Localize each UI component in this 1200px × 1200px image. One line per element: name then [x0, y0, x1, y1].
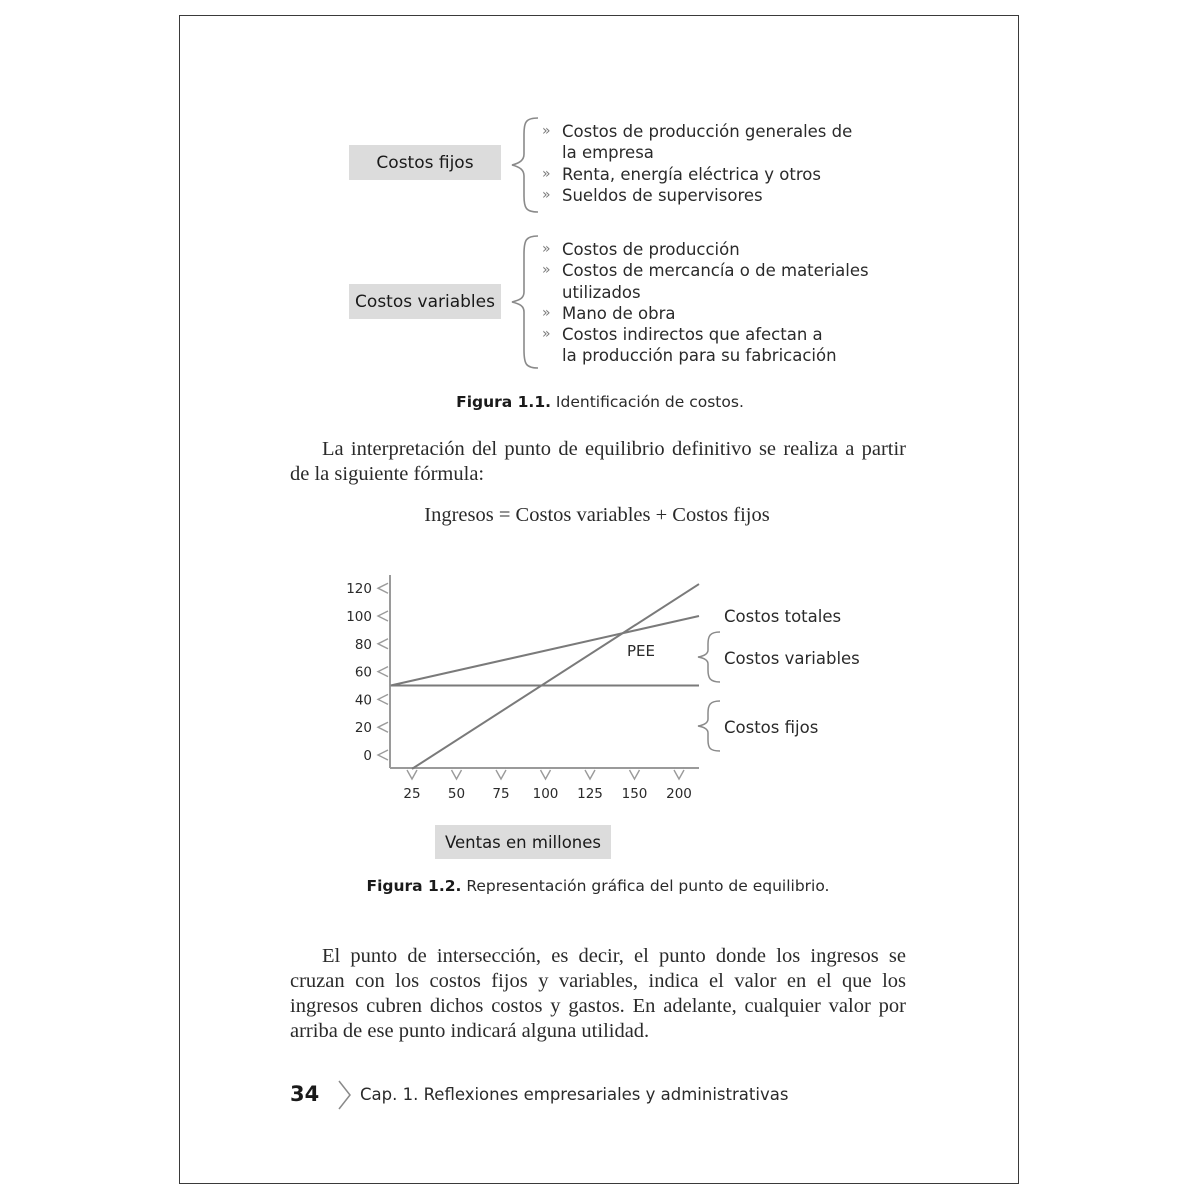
x-tick-mark [496, 770, 506, 779]
chevron-right-icon: » [542, 165, 551, 182]
y-tick-label: 0 [363, 748, 372, 764]
figure-1-2-caption: Figura 1.2. Representación gráfica del punto de equilibrio. [366, 877, 830, 895]
y-tick-mark [378, 750, 388, 760]
chevron-right-icon: » [542, 304, 551, 321]
chevron-right-icon: » [542, 123, 551, 139]
series-ingresos [412, 584, 699, 769]
y-tick-mark [378, 694, 388, 704]
chevron-right-icon: » [542, 262, 551, 279]
list-item: la producción para su fabricación [562, 346, 837, 366]
x-tick-mark [407, 770, 417, 779]
x-tick-label: 200 [666, 786, 692, 802]
x-tick-label: 25 [403, 786, 421, 802]
x-tick-label: 150 [621, 786, 648, 802]
costos-variables-chart-label: Costos variables [724, 649, 860, 668]
y-tick-label: 40 [354, 692, 372, 709]
y-tick-mark [378, 583, 388, 593]
x-tick-mark [630, 770, 640, 779]
costos-fijos-chart-label: Costos fijos [724, 718, 819, 737]
chapter-title: Cap. 1. Reflexiones empresariales y administrativas [360, 1085, 789, 1104]
y-tick-label: 120 [346, 581, 372, 598]
y-tick-mark [378, 639, 388, 649]
costos-totales-label: Costos totales [724, 607, 842, 626]
x-tick-mark [541, 770, 551, 779]
x-tick-mark [585, 770, 595, 779]
chevron-right-icon: » [542, 326, 551, 343]
list-item: la empresa [562, 143, 654, 163]
paragraph-2: El punto de intersección, es decir, el punto donde los ingresos se cruzan con los costos fijos y variables, indica el valor en el que los ingresos cubren dichos costos y gastos. En adelante, cualquier valor por arriba de ese punto indicará alguna utilidad. [290, 945, 906, 1042]
y-tick-label: 80 [354, 636, 372, 653]
x-tick-mark [452, 770, 462, 779]
list-item: » Costos de producción [542, 240, 740, 259]
list-item: utilizados [562, 282, 641, 302]
list-item: » Costos de mercancía o de materiales [542, 261, 869, 281]
ventas-en-millones-label: Ventas en millones [435, 825, 611, 859]
costos-variables-label: Costos variables [349, 284, 501, 319]
y-tick-label: 100 [346, 609, 372, 625]
costos-fijos-label: Costos fijos [349, 145, 501, 180]
page-number: 34 [290, 1082, 320, 1106]
y-tick-mark [378, 667, 388, 677]
list-item: » Costos de producción generales de [542, 122, 853, 141]
x-tick-label: 75 [492, 786, 510, 802]
chevron-right-icon: » [542, 241, 551, 257]
y-tick-label: 20 [354, 720, 372, 737]
chevron-right-icon: » [542, 186, 551, 203]
list-item: » Renta, energía eléctrica y otros [542, 164, 821, 184]
x-tick-mark [674, 770, 684, 779]
x-tick-label: 125 [577, 786, 603, 802]
y-tick-mark [378, 722, 388, 732]
costos-fijos-brace [698, 701, 720, 751]
list-item: » Mano de obra [542, 303, 676, 323]
x-tick-label: 100 [532, 786, 559, 802]
chevron-right-icon [336, 1079, 354, 1111]
paragraph-1: La interpretación del punto de equilibrio definitivo se realiza a partir de la siguiente fórmula: [290, 438, 906, 485]
list-item: » Sueldos de supervisores [542, 185, 763, 205]
y-tick-mark [378, 611, 388, 621]
pee-label: PEE [627, 642, 656, 660]
y-tick-label: 60 [354, 664, 372, 681]
figure-1-1-caption: Figura 1.1. Identificación de costos. [456, 393, 744, 411]
costos-variables-brace [698, 632, 720, 682]
formula: Ingresos = Costos variables + Costos fijos [424, 504, 770, 526]
list-item: » Costos indirectos que afectan a [542, 325, 823, 345]
x-tick-label: 50 [447, 786, 466, 802]
